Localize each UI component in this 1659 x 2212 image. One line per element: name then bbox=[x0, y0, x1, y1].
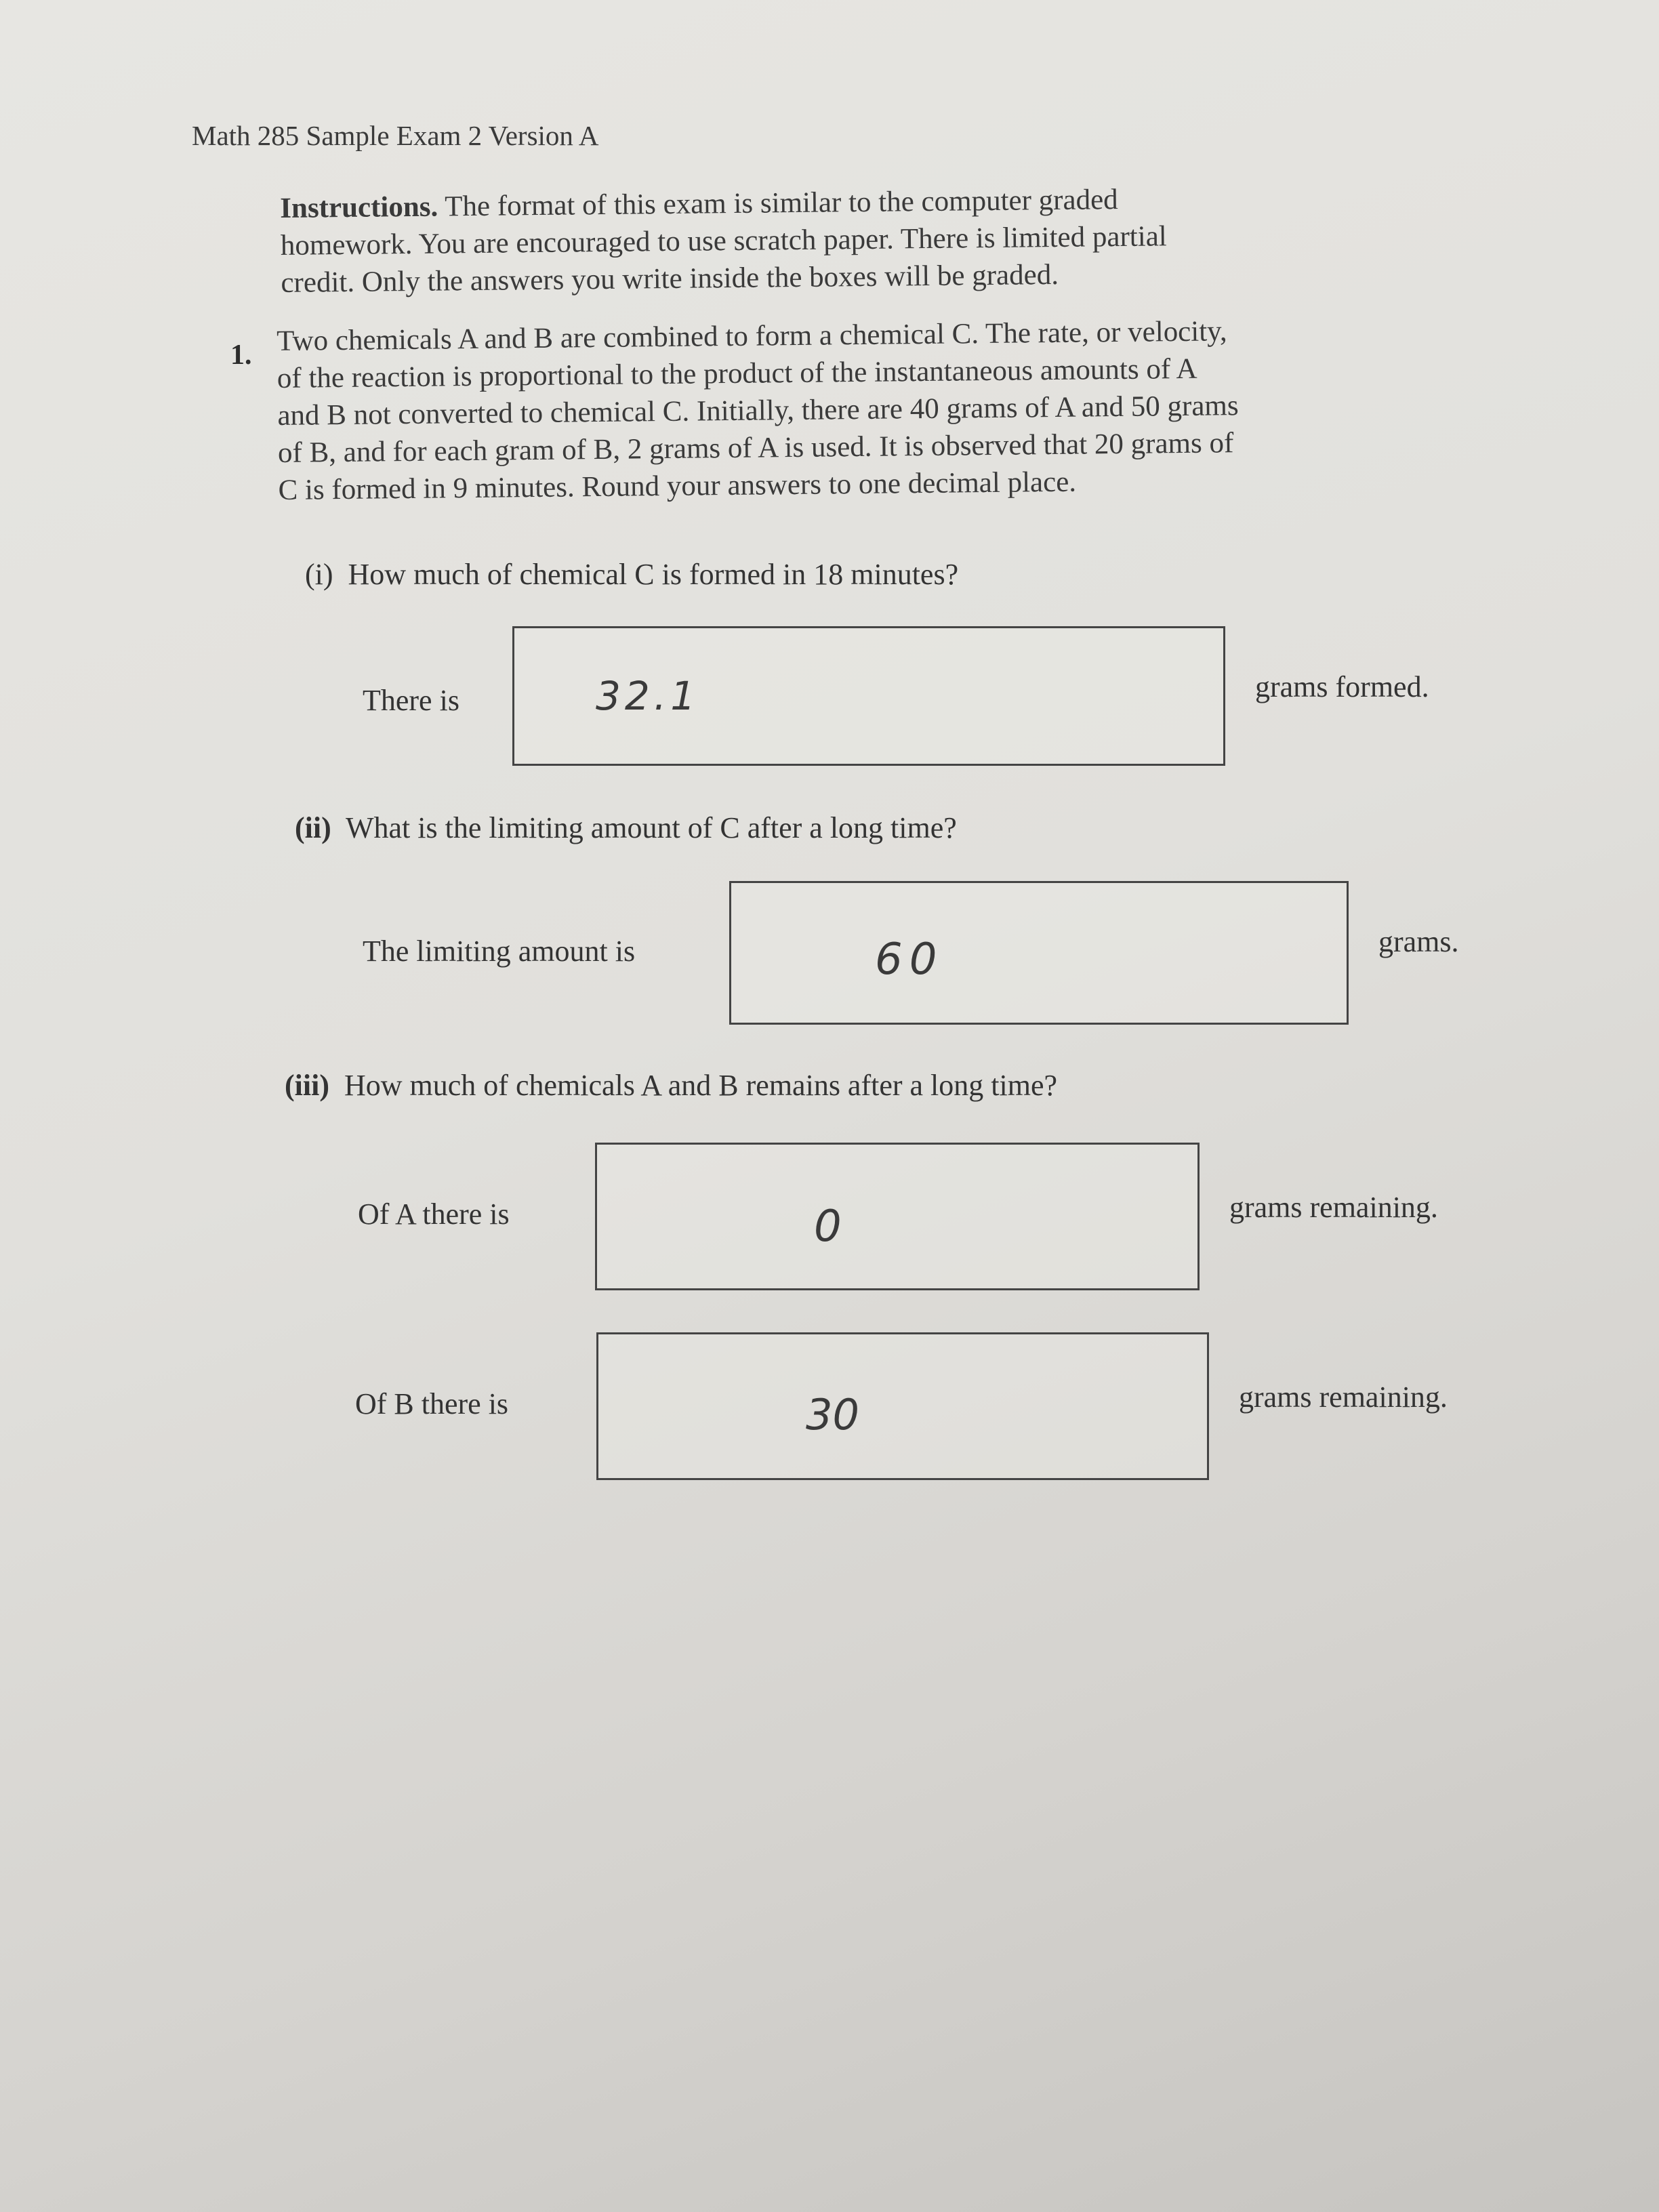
part-i-question: (i) How much of chemical C is formed in 18 minutes? bbox=[305, 558, 959, 591]
problem-number: 1. bbox=[230, 340, 252, 371]
instructions-heading: Instructions. bbox=[280, 190, 438, 224]
part-ii-answer-box[interactable] bbox=[729, 881, 1349, 1025]
part-iii-a-suffix: grams remaining. bbox=[1229, 1191, 1438, 1224]
part-ii-prefix: The limiting amount is bbox=[363, 935, 636, 968]
instructions-line-1: Instructions. The format of this exam is similar to the computer graded bbox=[280, 184, 1118, 224]
problem-line: and B not converted to chemical C. Initially, there are 40 grams of A and 50 grams bbox=[277, 390, 1239, 432]
part-iii-b-answer-box[interactable] bbox=[596, 1332, 1209, 1480]
part-ii-suffix: grams. bbox=[1378, 925, 1459, 958]
instructions-line-3: credit. Only the answers you write inside the boxes will be graded. bbox=[281, 258, 1059, 299]
part-ii-question: (ii) What is the limiting amount of C after a long time? bbox=[295, 811, 957, 844]
part-i-prefix: There is bbox=[363, 684, 459, 717]
part-i-suffix: grams formed. bbox=[1255, 670, 1429, 703]
part-iii-a-answer-box[interactable] bbox=[595, 1143, 1200, 1290]
part-iii-a-answer: 0 bbox=[814, 1202, 842, 1252]
problem-line: of the reaction is proportional to the product of the instantaneous amounts of A bbox=[276, 352, 1197, 394]
part-ii-answer: 60 bbox=[875, 935, 944, 985]
problem-line: C is formed in 9 minutes. Round your answers to one decimal place. bbox=[278, 466, 1077, 506]
part-iii-a-prefix: Of A there is bbox=[358, 1197, 510, 1231]
exam-header: Math 285 Sample Exam 2 Version A bbox=[192, 120, 599, 151]
part-iii-b-prefix: Of B there is bbox=[355, 1387, 509, 1420]
part-iii-b-suffix: grams remaining. bbox=[1239, 1380, 1448, 1414]
problem-line: Two chemicals A and B are combined to form a chemical C. The rate, or velocity, bbox=[276, 315, 1227, 357]
part-i-answer-box[interactable] bbox=[512, 626, 1225, 766]
part-iii-b-answer: 30 bbox=[806, 1390, 859, 1439]
instructions-line-2: homework. You are encouraged to use scratch paper. There is limited partial bbox=[280, 220, 1167, 262]
part-iii-question: (iii) How much of chemicals A and B remains after a long time? bbox=[285, 1069, 1058, 1102]
part-i-answer: 32.1 bbox=[596, 673, 700, 719]
instructions-block bbox=[280, 178, 1366, 302]
problem-line: of B, and for each gram of B, 2 grams of A is used. It is observed that 20 grams of bbox=[277, 427, 1234, 469]
problem-statement bbox=[276, 310, 1458, 509]
